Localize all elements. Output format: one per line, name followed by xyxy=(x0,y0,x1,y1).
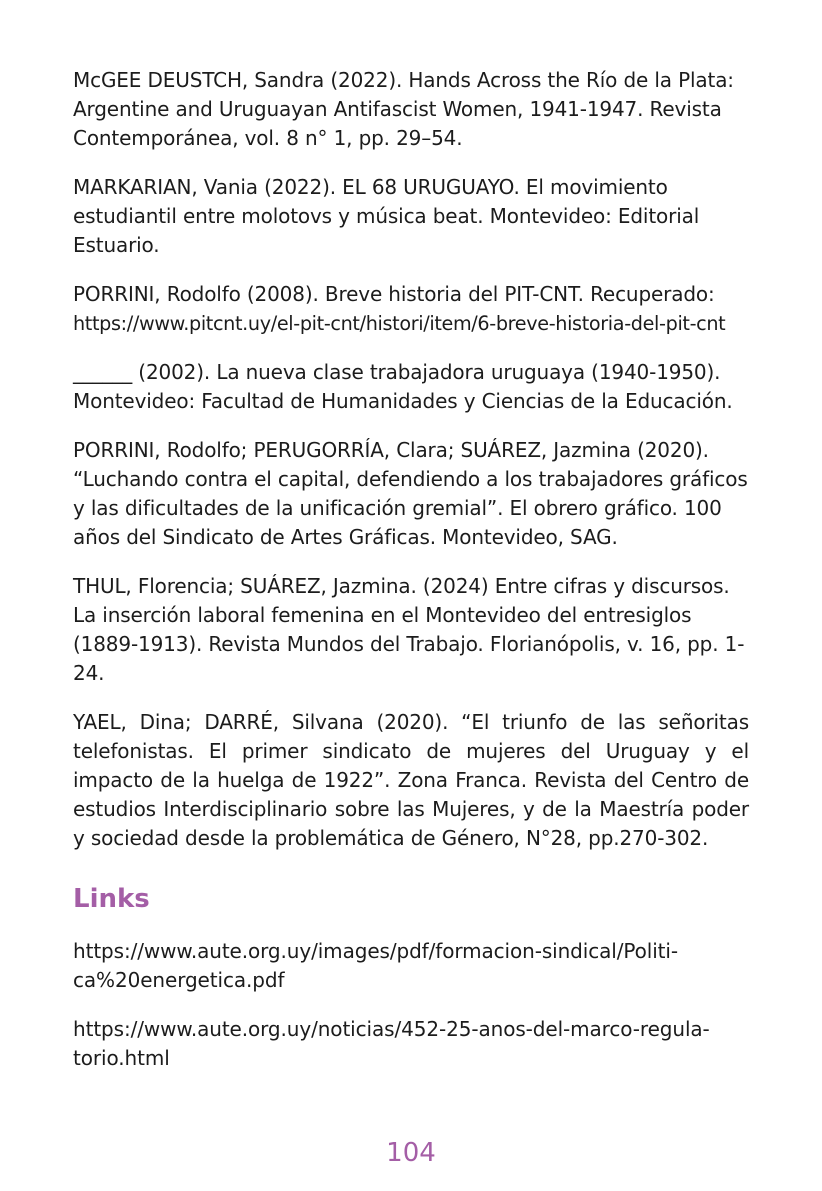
reference-porrini-2002: ______ (2002). La nueva clase trabajadora uruguaya (1940-1950). Montevideo: Facultad de Humanidades y Ciencias de la Educación. xyxy=(73,360,733,413)
reference-markarian: MARKARIAN, Vania (2022). EL 68 URUGUAYO. El movimiento estudiantil entre molotovs y música beat. Montevideo: Editorial Estuario. xyxy=(73,175,700,257)
link-aute-marco-regulatorio-line1[interactable]: https://www.aute.org.uy/noticias/452-25-anos-del-marco-regula- xyxy=(73,1017,710,1041)
reference-porrini-perugorria-suarez: PORRINI, Rodolfo; PERUGORRÍA, Clara; SUÁREZ, Jazmina (2020). “Luchando contra el capital, defendiendo a los trabajadores gráficos y las dificultades de la unificación gremial”. El obrero gráfico. 100 años del Sindicato de Artes Gráficas. Montevideo, SAG. xyxy=(73,438,748,549)
link-aute-politica-energetica-line1[interactable]: https://www.aute.org.uy/images/pdf/formacion-sindical/Politi- xyxy=(73,939,678,963)
link-aute-politica-energetica[interactable] xyxy=(73,937,749,995)
page-number: 104 xyxy=(386,1138,436,1168)
link-aute-marco-regulatorio[interactable] xyxy=(73,1015,749,1073)
reference-yael-darre: YAEL, Dina; DARRÉ, Silvana (2020). “El triunfo de las señoritas telefonistas. El primer sindicato de mujeres del Uruguay y el impacto de la huelga de 1922”. Zona Franca. Revista del Centro de estudios Interdisciplinario sobre las Mujeres, y de la Maestría poder y sociedad desde la problemática de Género, N°28, pp.270-302. xyxy=(73,710,749,850)
reference-porrini-2008-url[interactable]: https://www.pitcnt.uy/el-pit-cnt/histori/item/6-breve-historia-del-pit-cnt xyxy=(73,312,726,335)
reference-thul-suarez: THUL, Florencia; SUÁREZ, Jazmina. (2024) Entre cifras y discursos. La inserción laboral femenina en el Montevideo del entresiglos (1889-1913). Revista Mundos del Trabajo. Florianópolis, v. 16, pp. 1-24. xyxy=(73,574,745,685)
link-aute-politica-energetica-line2[interactable]: ca%20energetica.pdf xyxy=(73,968,285,992)
page-content xyxy=(73,66,749,1093)
links-heading: Links xyxy=(73,884,150,914)
reference-porrini-2008 xyxy=(73,280,749,338)
reference-porrini-2008-text: PORRINI, Rodolfo (2008). Breve historia del PIT-CNT. Recuperado: xyxy=(73,282,715,306)
reference-mcgee: McGEE DEUSTCH, Sandra (2022). Hands Across the Río de la Plata: Argentine and Uruguayan Antifascist Women, 1941-1947. Revista Contemporánea, vol. 8 n° 1, pp. 29–54. xyxy=(73,68,734,150)
link-aute-marco-regulatorio-line2[interactable]: torio.html xyxy=(73,1046,170,1070)
